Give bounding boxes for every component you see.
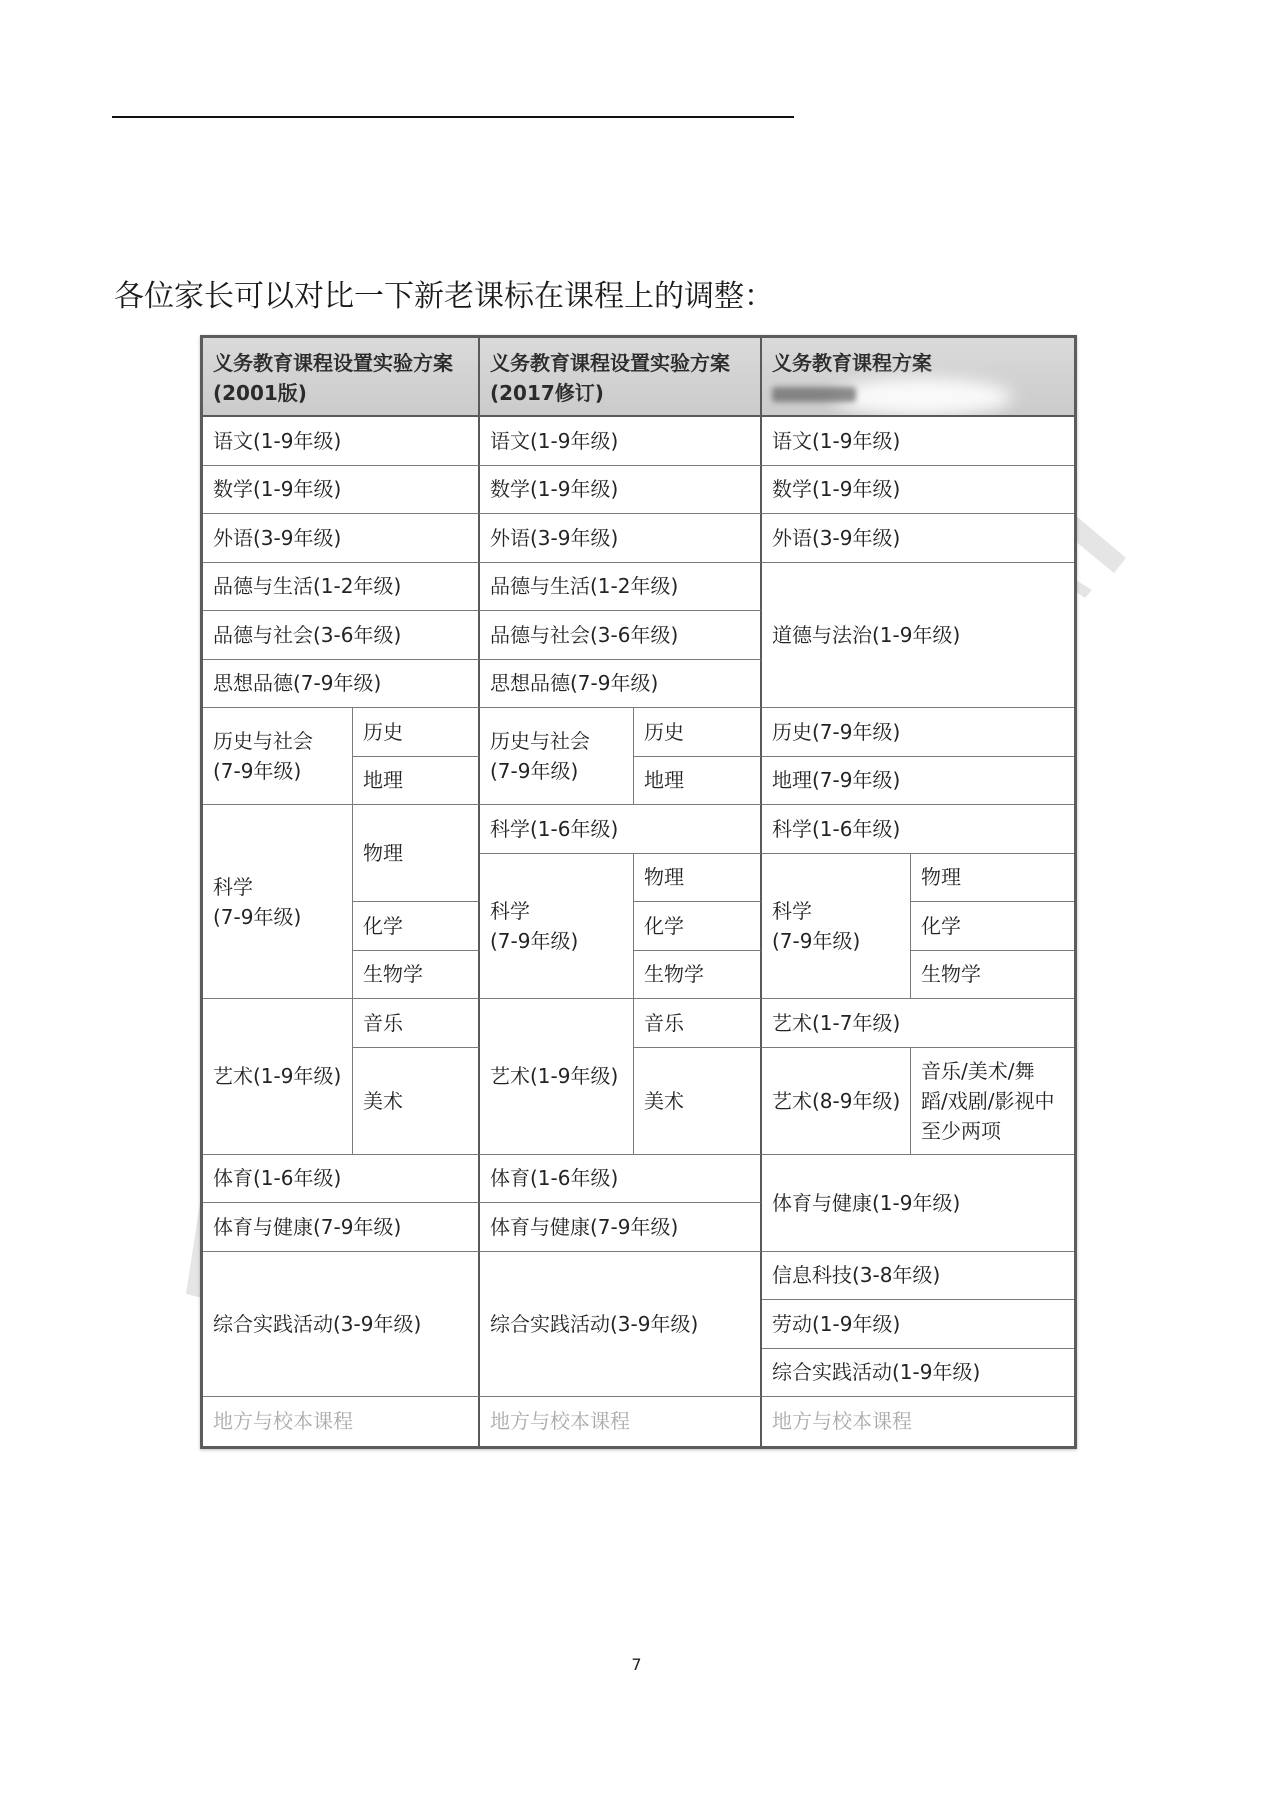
cell-2001-pe-and-health: 体育与健康(7-9年级) [203,1203,480,1252]
cell-2001-science-line-2: (7-9年级) [213,904,302,929]
cell-2022-physics: 物理 [911,854,1074,903]
intro-text: 各位家长可以对比一下新老课标在课程上的调整： [114,279,774,314]
cell-2017-geography: 地理 [634,757,762,806]
cell-2017-fine-arts: 美术 [634,1048,762,1155]
cell-2001-history-and-society-line-1: 历史与社会 [213,729,313,753]
cell-2022-science [762,854,911,1000]
cell-2001-science [203,805,353,999]
cell-2022-science-line-2: (7-9年级) [772,928,861,953]
header-2022 [762,338,1074,417]
cell-2017-math: 数学(1-9年级) [480,466,762,515]
cell-2001-physics: 物理 [353,805,480,902]
cell-2022-math: 数学(1-9年级) [762,466,1074,515]
cell-2017-integrated-practice: 综合实践活动(3-9年级) [480,1252,762,1398]
cell-2001-math: 数学(1-9年级) [203,466,480,515]
cell-2022-arts-upper: 艺术(8-9年级) [762,1048,911,1155]
cell-2001-history-and-society [203,708,353,805]
cell-2001-chemistry: 化学 [353,902,480,951]
cell-2022-integrated-practice: 综合实践活动(1-9年级) [762,1349,1074,1398]
cell-2017-history-and-society [480,708,634,805]
cell-2017-history: 历史 [634,708,762,757]
cell-2001-pe: 体育(1-6年级) [203,1155,480,1204]
cell-2001-chinese: 语文(1-9年级) [203,417,480,466]
cell-2017-ideology-and-morality: 思想品德(7-9年级) [480,660,762,709]
cell-2017-local-and-school: 地方与校本课程 [480,1397,762,1446]
cell-2022-foreign-language: 外语(3-9年级) [762,514,1074,563]
cell-2001-integrated-practice: 综合实践活动(3-9年级) [203,1252,480,1398]
curriculum-comparison-table [200,335,1077,1449]
cell-2022-arts-lower: 艺术(1-7年级) [762,999,1074,1048]
header-2022-title: 义务教育课程方案 [772,351,932,375]
cell-2022-arts-upper-options-line-1: 音乐/美术/舞 [921,1058,1035,1083]
header-2001-version: (2001版) [213,381,307,405]
cell-2017-science [480,854,634,1000]
header-2017-version: (2017修订) [490,381,604,405]
cell-2022-science-primary: 科学(1-6年级) [762,805,1074,854]
watermark-stroke-right-small [1076,580,1092,598]
watermark-stroke-right [1075,515,1126,573]
cell-2017-arts: 艺术(1-9年级) [480,999,634,1155]
header-2017 [480,338,762,417]
cell-2017-foreign-language: 外语(3-9年级) [480,514,762,563]
cell-2022-arts-upper-options [911,1048,1074,1155]
cell-2022-pe-and-health: 体育与健康(1-9年级) [762,1155,1074,1252]
cell-2022-local-and-school: 地方与校本课程 [762,1397,1074,1446]
cell-2022-biology: 生物学 [911,951,1074,1000]
cell-2022-arts-upper-options-line-2: 蹈/戏剧/影视中 [921,1088,1055,1113]
cell-2022-geography: 地理(7-9年级) [762,757,1074,806]
cell-2017-chinese: 语文(1-9年级) [480,417,762,466]
cell-2017-science-line-1: 科学 [490,898,530,923]
header-2001-title: 义务教育课程设置实验方案 [213,351,453,375]
cell-2001-biology: 生物学 [353,951,480,1000]
cell-2017-science-primary: 科学(1-6年级) [480,805,762,854]
cell-2017-morality-and-society: 品德与社会(3-6年级) [480,611,762,660]
cell-2017-morality-and-life: 品德与生活(1-2年级) [480,563,762,612]
cell-2017-music: 音乐 [634,999,762,1048]
cell-2001-ideology-and-morality: 思想品德(7-9年级) [203,660,480,709]
cell-2001-science-line-1: 科学 [213,874,253,899]
header-2001 [203,338,480,417]
cell-2001-music: 音乐 [353,999,480,1048]
page-number: 7 [631,1655,642,1674]
cell-2001-geography: 地理 [353,757,480,806]
cell-2001-morality-and-life: 品德与生活(1-2年级) [203,563,480,612]
cell-2001-history-and-society-line-2: (7-9年级) [213,759,302,783]
cell-2017-pe: 体育(1-6年级) [480,1155,762,1204]
cell-2017-pe-and-health: 体育与健康(7-9年级) [480,1203,762,1252]
header-2017-title: 义务教育课程设置实验方案 [490,351,730,375]
cell-2022-labor: 劳动(1-9年级) [762,1300,1074,1349]
cell-2001-history: 历史 [353,708,480,757]
cell-2017-history-and-society-line-2: (7-9年级) [490,759,579,783]
cell-2017-history-and-society-line-1: 历史与社会 [490,729,590,753]
table-grid [203,338,1074,1446]
cell-2001-local-and-school: 地方与校本课程 [203,1397,480,1446]
cell-2022-history: 历史(7-9年级) [762,708,1074,757]
cell-2022-science-line-1: 科学 [772,898,812,923]
cell-2022-arts-upper-options-line-3: 至少两项 [921,1118,1001,1143]
cell-2001-foreign-language: 外语(3-9年级) [203,514,480,563]
cell-2022-chinese: 语文(1-9年级) [762,417,1074,466]
cell-2017-biology: 生物学 [634,951,762,1000]
cell-2001-morality-and-society: 品德与社会(3-6年级) [203,611,480,660]
cell-2017-physics: 物理 [634,854,762,903]
cell-2022-morality-and-law: 道德与法治(1-9年级) [762,563,1074,709]
cell-2017-science-line-2: (7-9年级) [490,928,579,953]
blurred-version-text [772,387,856,402]
cell-2022-chemistry: 化学 [911,902,1074,951]
blurred-glare [832,378,1012,416]
cell-2022-information-technology: 信息科技(3-8年级) [762,1252,1074,1301]
cell-2001-arts: 艺术(1-9年级) [203,999,353,1155]
cell-2017-chemistry: 化学 [634,902,762,951]
cell-2001-fine-arts: 美术 [353,1048,480,1155]
